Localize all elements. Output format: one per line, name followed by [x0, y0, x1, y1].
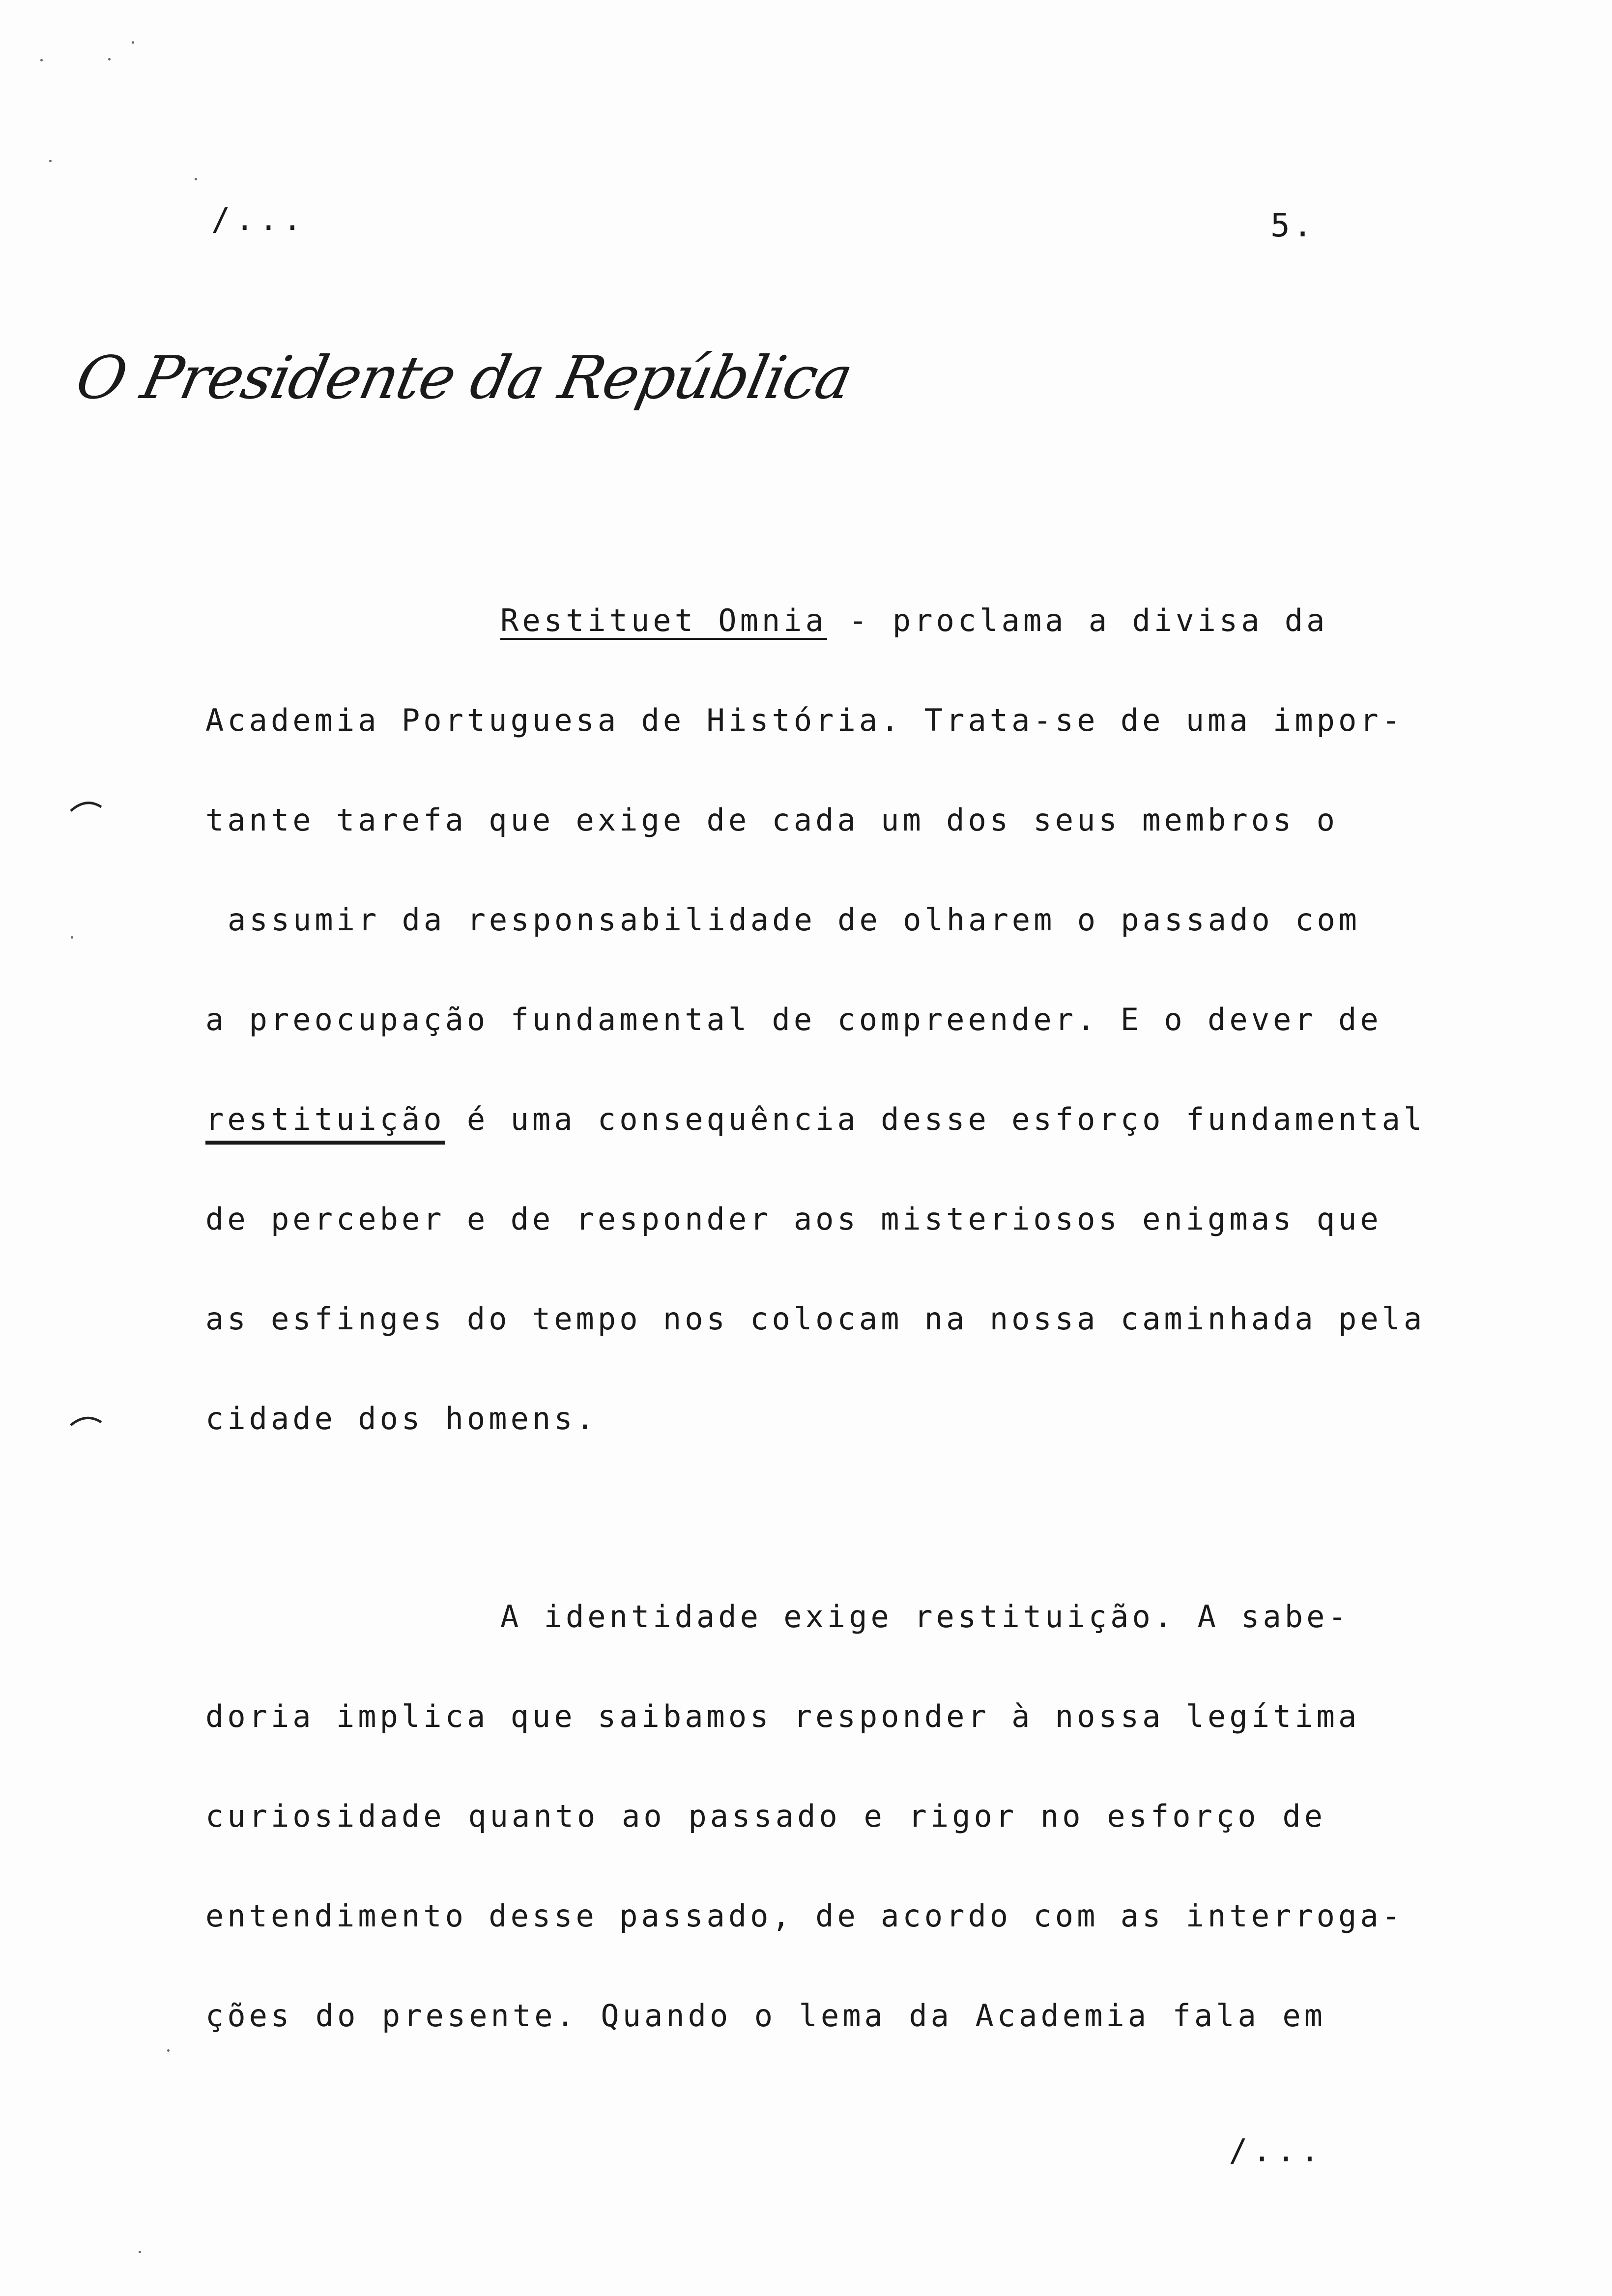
paragraph-2-line-4: entendimento desse passado, de acordo com as interroga- [205, 1898, 1404, 1934]
paragraph-1-line-1-rest: - proclama a divisa da [827, 603, 1328, 638]
paragraph-1-line-6 [205, 1097, 1426, 1197]
punch-hole-mark-icon [69, 796, 103, 813]
punch-hole-mark-icon [69, 1410, 103, 1427]
paragraph-1-line-5: a preocupação fundamental de compreender. E o dever de [205, 1002, 1382, 1037]
paragraph-1-line-8: as esfinges do tempo nos colocam na nossa caminhada pela [205, 1301, 1426, 1337]
paragraph-1-line-2: Academia Portuguesa de História. Trata-se de uma impor- [205, 702, 1404, 738]
scan-speck [40, 59, 43, 61]
scan-speck [108, 58, 111, 60]
scan-speck [139, 2251, 141, 2253]
motto-title: Restituet Omnia [500, 603, 827, 638]
letterhead-title: O Presidente da República [70, 344, 858, 412]
paragraph-1-line-1 [205, 599, 1326, 698]
continuation-marker-bottom: /... [1229, 2133, 1324, 2169]
scan-speck [71, 936, 73, 939]
paragraph-1-line-6-rest: é uma consequência desse esforço fundamental [445, 1101, 1426, 1137]
paragraph-1-line-7: de perceber e de responder aos misteriosos enigmas que [205, 1201, 1382, 1237]
scan-speck [167, 2049, 170, 2052]
scan-speck [195, 178, 197, 180]
scan-speck [49, 160, 52, 162]
paragraph-1-line-4: assumir da responsabilidade de olharem o passado com [228, 902, 1361, 938]
paragraph-2-line-1: A identidade exige restituição. A sabe- [500, 1599, 1350, 1635]
scan-speck [132, 41, 134, 44]
continuation-marker-top: /... [211, 201, 307, 238]
underlined-word: restituição [205, 1101, 445, 1137]
paragraph-2-line-3: curiosidade quanto ao passado e rigor no esforço de [205, 1798, 1326, 1834]
paragraph-1-line-9: cidade dos homens. [205, 1401, 598, 1436]
paragraph-2-line-2: doria implica que saibamos responder à nossa legítima [205, 1698, 1360, 1734]
paragraph-gap [205, 1496, 1326, 1595]
paragraph-2-line-5: ções do presente. Quando o lema da Academia fala em [205, 1998, 1326, 2034]
body-text [205, 599, 1426, 2094]
page-number: 5. [1270, 206, 1316, 244]
paragraph-1-line-3: tante tarefa que exige de cada um dos seus membros o [205, 802, 1339, 838]
